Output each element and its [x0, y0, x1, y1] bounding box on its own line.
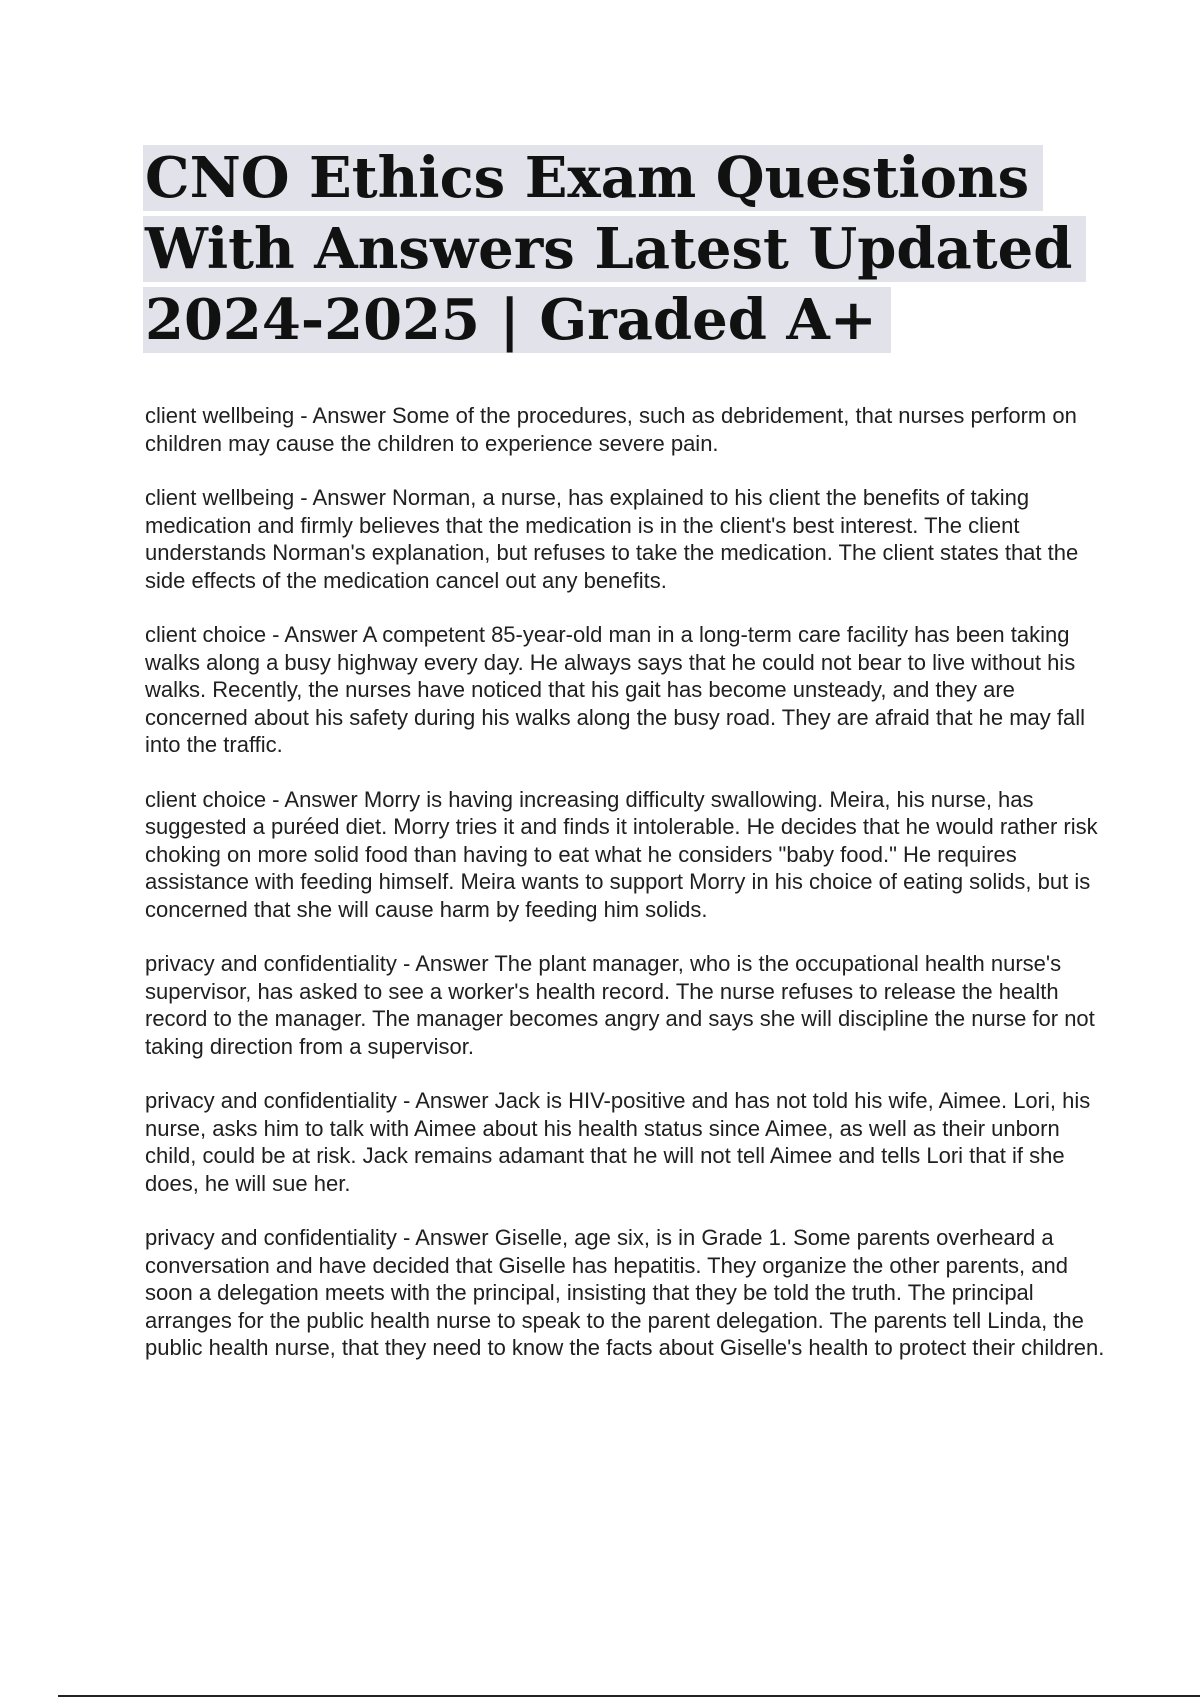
document-title-text: CNO Ethics Exam Questions With Answers Latest Updated 2024-2025 | Graded A+ [143, 145, 1086, 353]
qa-entry: privacy and confidentiality - Answer Giselle, age six, is in Grade 1. Some parents overheard a conversation and have decided that Giselle has hepatitis. They organize the other parents, and soon a delegation meets with the principal, insisting that they be told the truth. The principal arranges for the public health nurse to speak to the parent delegation. The parents tell Linda, the public health nurse, that they need to know the facts about Giselle's health to protect their children. [145, 1225, 1105, 1360]
qa-list [145, 402, 1105, 1389]
qa-entry: client wellbeing - Answer Norman, a nurse, has explained to his client the benefits of taking medication and firmly believes that the medication is in the client's best interest. The client understands Norman's explanation, but refuses to take the medication. The client states that the side effects of the medication cancel out any benefits. [145, 485, 1079, 593]
qa-entry: client wellbeing - Answer Some of the procedures, such as debridement, that nurses perform on children may cause the children to experience severe pain. [145, 403, 1077, 456]
qa-entry: client choice - Answer Morry is having increasing difficulty swallowing. Meira, his nurse, has suggested a puréed diet. Morry tries it and finds it intolerable. He decides that he would rather risk choking on more solid food than having to eat what he considers "baby food." He requires assistance with feeding himself. Meira wants to support Morry in his choice of eating solids, but is concerned that she will cause harm by feeding him solids. [145, 786, 1098, 922]
footer-divider [58, 1695, 1200, 1697]
qa-entry: privacy and confidentiality - Answer The plant manager, who is the occupational health nurse's supervisor, has asked to see a worker's health record. The nurse refuses to release the health record to the manager. The manager becomes angry and says she will discipline the nurse for not taking direction from a supervisor. [145, 951, 1095, 1059]
qa-entry: privacy and confidentiality - Answer Jack is HIV-positive and has not told his wife, Aimee. Lori, his nurse, asks him to talk with Aimee about his health status since Aimee, as well as their unborn child, could be at risk. Jack remains adamant that he will not tell Aimee and tells Lori that if she does, he will sue her. [145, 1088, 1091, 1196]
qa-entry: client choice - Answer A competent 85-year-old man in a long-term care facility has been taking walks along a busy highway every day. He always says that he could not bear to live without his walks. Recently, the nurses have noticed that his gait has become unsteady, and they are concerned about his safety during his walks along the busy road. They are afraid that he may fall into the traffic. [145, 622, 1086, 757]
document-title [143, 143, 1133, 356]
